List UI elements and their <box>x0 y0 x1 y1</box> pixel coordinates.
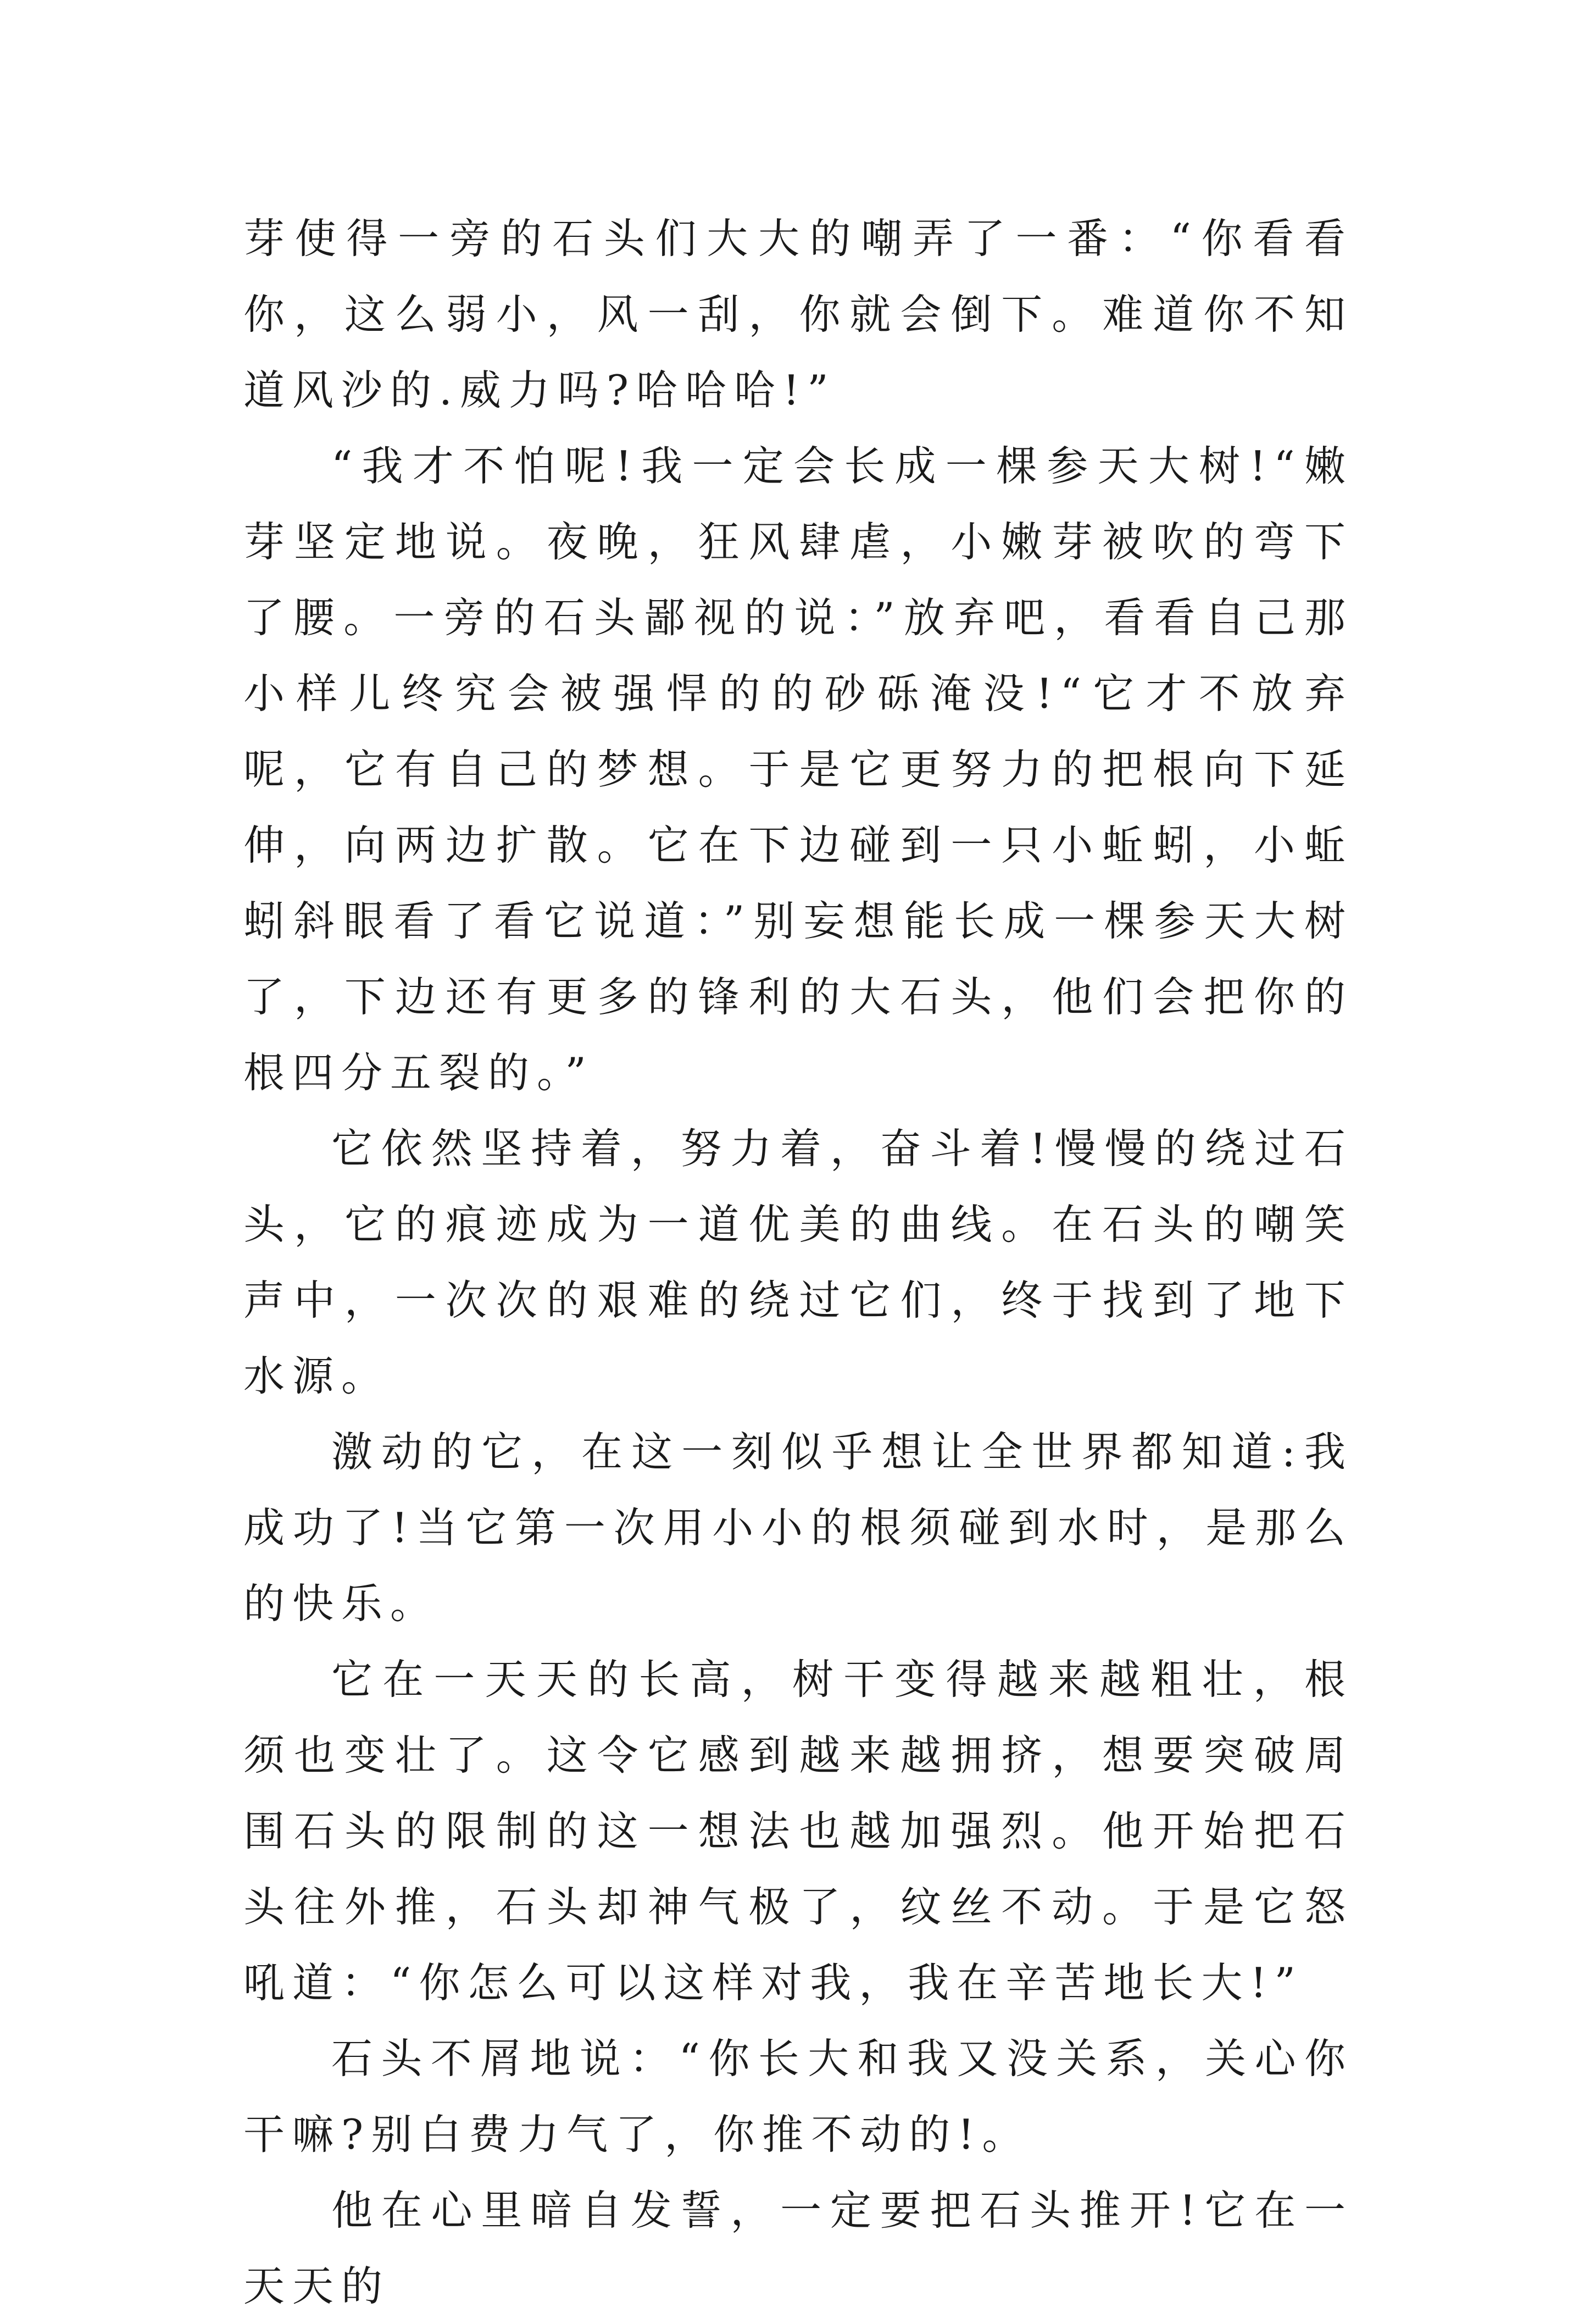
paragraph-2: “我才不怕呢!我一定会长成一棵参天大树!“嫩芽坚定地说。夜晚，狂风肆虐，小嫩芽被吹的弯下了腰。一旁的石头鄙视的说：”放弃吧，看看自己那小样儿终究会被强悍的的砂砾淹没!“它才不放弃呢，它有自己的梦想。于是它更努力的把根向下延伸，向两边扩散。它在下边碰到一只小蚯蚓，小蚯蚓斜眼看了看它说道：”别妄想能长成一棵参天大树了，下边还有更多的锋利的大石头，他们会把你的根四分五裂的。” <box>243 442 1353 1097</box>
paragraph-3: 它依然坚持着，努力着，奋斗着!慢慢的绕过石头，它的痕迹成为一道优美的曲线。在石头的嘲笑声中，一次次的艰难的绕过它们，终于找到了地下水源。 <box>243 1124 1353 1400</box>
paragraph-4: 激动的它，在这一刻似乎想让全世界都知道:我成功了!当它第一次用小小的根须碰到水时，是那么的快乐。 <box>243 1428 1353 1628</box>
paragraph-5: 它在一天天的长高，树干变得越来越粗壮，根须也变壮了。这令它感到越来越拥挤，想要突破周围石头的限制的这一想法也越加强烈。他开始把石头往外推，石头却神气极了，纹丝不动。于是它怒吼道：“你怎么可以这样对我，我在辛苦地长大!” <box>243 1655 1353 2007</box>
document-body <box>243 201 1353 2324</box>
paragraph-6: 石头不屑地说：“你长大和我又没关系，关心你干嘛?别白费力气了，你推不动的!。 <box>243 2034 1353 2159</box>
paragraph-7: 他在心里暗自发誓，一定要把石头推开!它在一天天的 <box>243 2186 1353 2310</box>
paragraph-1: 芽使得一旁的石头们大大的嘲弄了一番：“你看看你，这么弱小，风一刮，你就会倒下。难道你不知道风沙的.威力吗?哈哈哈!” <box>243 214 1353 414</box>
